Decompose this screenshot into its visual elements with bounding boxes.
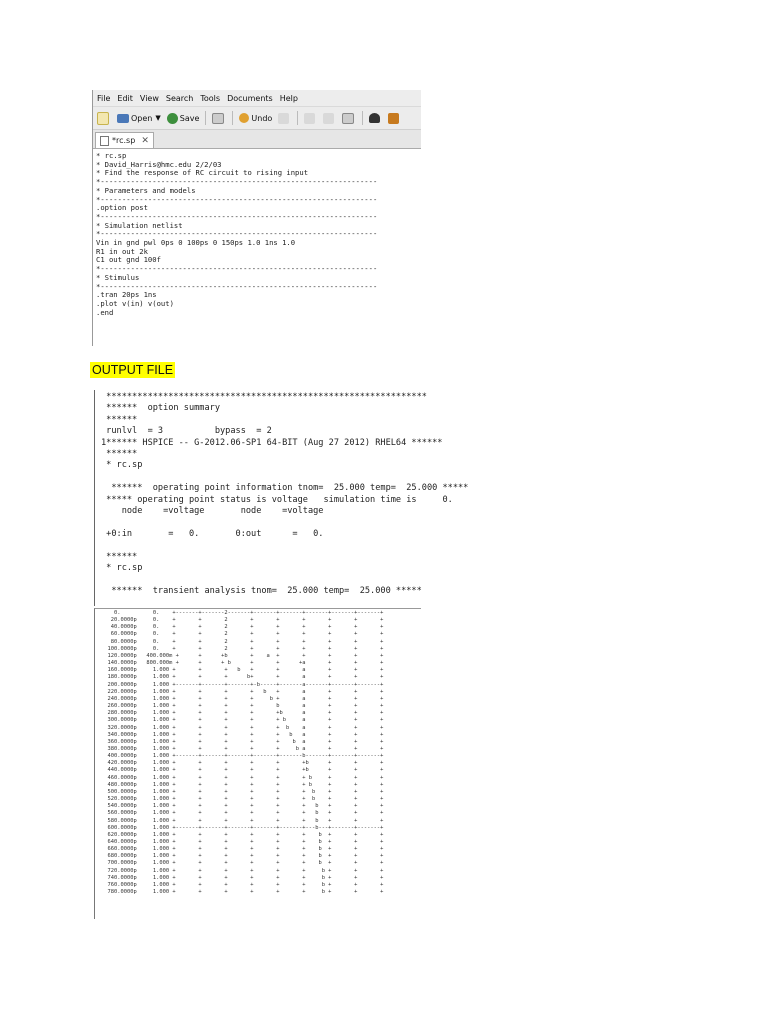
- toolbar-separator: [297, 111, 298, 125]
- printer-icon: [212, 113, 224, 124]
- chevron-down-icon[interactable]: ▼: [155, 114, 161, 122]
- save-button[interactable]: [167, 113, 200, 124]
- tab-rc-sp[interactable]: [95, 132, 154, 148]
- tab-bar: [93, 130, 421, 149]
- toolbar-separator: [232, 111, 233, 125]
- undo-button[interactable]: [239, 113, 272, 123]
- redo-icon: [278, 113, 289, 124]
- toolbar-separator: [362, 111, 363, 125]
- new-document-icon: [97, 112, 109, 125]
- save-label: Save: [179, 113, 200, 123]
- open-button[interactable]: [117, 114, 161, 123]
- simulation-output-text: ************************************************************** ****** option summary ****** runlvl = 3 bypass = 2 1****** HSPICE -- G-2012.06-SP1 64-BIT (Aug 27 2012) RHEL64 ****** ****** * rc.sp ****** operating point information tnom= 25.000 temp= 25.000 ***** ***** operating point status is voltage simulation time is 0. node =voltage node =voltage +0:in = 0. 0:out = 0. ****** * rc.sp ****** transient analysis tnom= 25.000 temp= 25.000 *****: [101, 392, 469, 596]
- output-text-panel: [94, 390, 469, 606]
- binoculars-icon: [369, 113, 380, 123]
- transient-plot-table: [94, 608, 421, 919]
- new-button[interactable]: [97, 112, 111, 125]
- open-label: Open: [131, 113, 153, 123]
- tab-label: *rc.sp: [112, 136, 136, 145]
- output-file-heading: OUTPUT FILE: [92, 363, 174, 377]
- undo-label: Undo: [251, 113, 273, 123]
- ascii-plot-text: 0. 0. +-------+-------2-------+-------+-------+-------+-------+-------+ 20.0000p 0. + + 2 + + + + + + 40.0000p 0. + + 2 + + + + + + 60.0000p 0. + + 2 + + + + + + 80.0000p 0. + + 2 + + + + + + 100.0000p 0. + + 2 + + + + + + 120.0000p 400.000m + + +b + a + + + + + 140.0000p 800.000m + + + b + + +a + + + 160.0000p 1.000 + + + b + + a + + + 180.0000p 1.000 + + + b+ + a + + + 200.0000p 1.000 +-------+-------+-------+-b-----+-------a-------+-------+-------+ 220.0000p 1.000 + + + + b + a + + + 240.0000p 1.000 + + + + b + a + + + 260.0000p 1.000 + + + + b a + + + 280.0000p 1.000 + + + + +b a + + + 300.0000p 1.000 + + + + + b a + + + 320.0000p 1.000 + + + + + b a + + + 340.0000p 1.000 + + + + + b a + + + 360.0000p 1.000 + + + + + b a + + + 380.0000p 1.000 + + + + + b a + + + 400.0000p 1.000 +-------+-------+-------+-------+-------b-------+-------+-------+ 420.0000p 1.000 + + + + + +b + + + 440.0000p 1.000 + + + + + +b + + + 460.0000p 1.000 + + + + + + b + + + 480.0000p 1.000 + + + + + + b + + + 500.0000p 1.000 + + + + + + b + + + 520.0000p 1.000 + + + + + + b + + + 540.0000p 1.000 + + + + + + b + + + 560.0000p 1.000 + + + + + + b + + + 580.0000p 1.000 + + + + + + b + + + 600.0000p 1.000 +-------+-------+-------+-------+-------+---b---+-------+-------+ 620.0000p 1.000 + + + + + + b + + + 640.0000p 1.000 + + + + + + b + + + 660.0000p 1.000 + + + + + + b + + + 680.0000p 1.000 + + + + + + b + + + 700.0000p 1.000 + + + + + + b + + + 720.0000p 1.000 + + + + + + b + + + 740.0000p 1.000 + + + + + + b + + + 760.0000p 1.000 + + + + + + b + + + 780.0000p 1.000 + + + + + + b + + +: [107, 610, 384, 896]
- print-button[interactable]: [212, 113, 226, 124]
- undo-icon: [239, 113, 249, 123]
- document-icon: [100, 136, 109, 146]
- find-button[interactable]: [369, 113, 382, 123]
- menu-tools[interactable]: Tools: [200, 93, 221, 103]
- find-replace-icon: [388, 113, 399, 124]
- menu-documents[interactable]: Documents: [227, 93, 273, 103]
- scissors-icon: [304, 113, 315, 124]
- menu-bar: [93, 90, 421, 107]
- text-editor-window: [92, 90, 421, 346]
- cut-button[interactable]: [304, 113, 317, 124]
- copy-icon: [323, 113, 334, 124]
- replace-button[interactable]: [388, 113, 401, 124]
- menu-help[interactable]: Help: [279, 93, 298, 103]
- toolbar-separator: [205, 111, 206, 125]
- close-icon[interactable]: ✕: [141, 135, 149, 146]
- paste-button[interactable]: [342, 113, 356, 124]
- redo-button[interactable]: [278, 113, 291, 124]
- copy-button[interactable]: [323, 113, 336, 124]
- menu-search[interactable]: Search: [165, 93, 194, 103]
- toolbar: [93, 107, 421, 130]
- folder-icon: [117, 114, 129, 123]
- menu-file[interactable]: File: [97, 93, 111, 103]
- code-editor-text[interactable]: * rc.sp * David_Harris@hmc.edu 2/2/03 * Find the response of RC circuit to rising input *---------------------------------------------------------------- * Parameters and models *---------------------------------------------------------------- .option post *---------------------------------------------------------------- * Simulation netlist *---------------------------------------------------------------- Vin in gnd pwl 0ps 0 100ps 0 150ps 1.0 1ns 1.0 R1 in out 2k C1 out gnd 100f *---------------------------------------------------------------- * Stimulus *---------------------------------------------------------------- .tran 20ps 1ns .plot v(in) v(out) .end: [96, 151, 378, 317]
- menu-view[interactable]: View: [139, 93, 159, 103]
- menu-edit[interactable]: Edit: [117, 93, 133, 103]
- save-icon: [167, 113, 178, 124]
- clipboard-icon: [342, 113, 354, 124]
